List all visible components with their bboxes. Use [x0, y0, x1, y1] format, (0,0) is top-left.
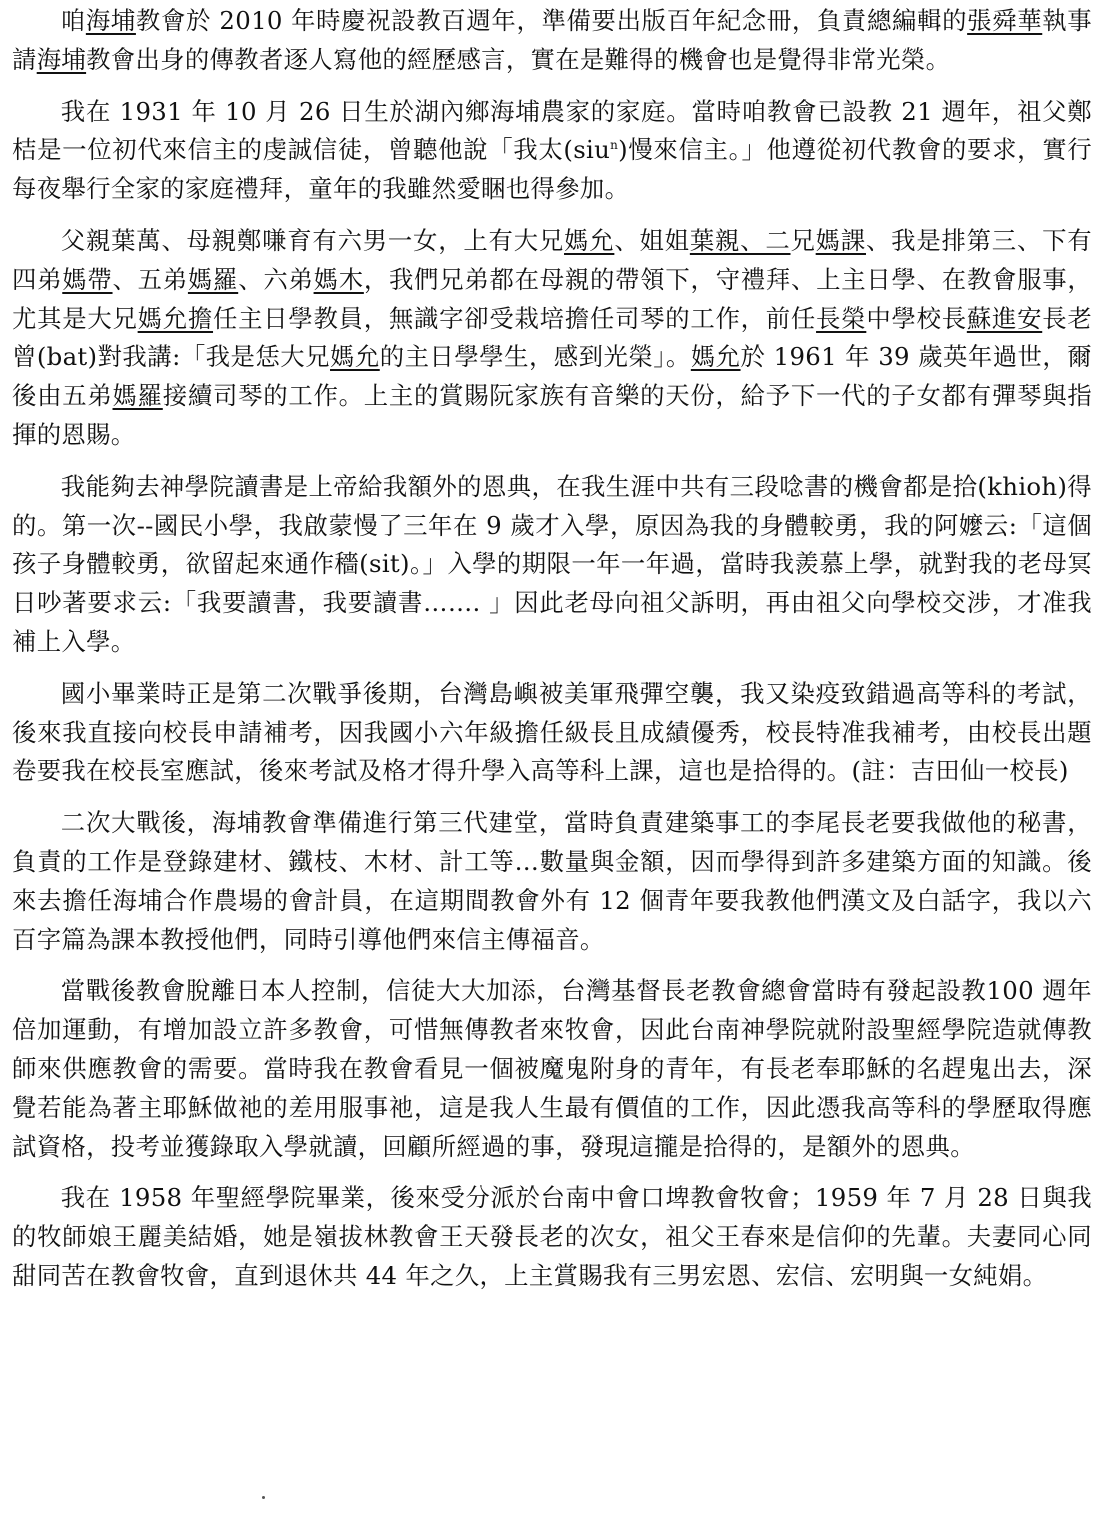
scan-speck — [262, 1496, 265, 1499]
paragraph-4 — [12, 468, 1092, 662]
paragraph-3 — [12, 222, 1092, 455]
underlined-name: 葉親、二 — [689, 225, 791, 255]
paragraph-7 — [12, 972, 1092, 1166]
underlined-name: 媽羅 — [112, 381, 163, 411]
text-run: 國小畢業時正是第二次戰爭後期，台灣島嶼被美軍飛彈空襲，我又染疫致錯過高等科的考試，後來我直接向校長申請補考，因我國小六年級擔任級長且成績優秀，校長特准我補考，由校長出題卷要我在校長室應試，後來考試及格才得升學入高等科上課，這也是拾得的。(註：吉田仙一校長) — [12, 678, 1092, 786]
underlined-name: 蘇進安 — [966, 303, 1043, 333]
underlined-name: 長榮 — [816, 303, 867, 333]
paragraph-6 — [12, 804, 1092, 959]
text-run: 、五弟 — [112, 264, 188, 294]
underlined-name: 媽允 — [690, 342, 741, 372]
underlined-name: 張舜華 — [967, 6, 1043, 35]
text-run: 二次大戰後，海埔教會準備進行第三代建堂，當時負責建築事工的李尾長老要我做他的秘書，負責的工作是登錄建材、鐵枝、木材、計工等…數量與金額，因而學得到許多建築方面的知識。後來去擔任海埔合作農場的會計員，在這期間教會外有 12 個青年要我教他們漢文及白話字，我以六百字篇為課本教授他們，同時引導他們來信主傳福音。 — [12, 808, 1092, 954]
text-run: 、我是排第三、下有四弟 — [12, 225, 1092, 294]
text-run: 於 1961 年 39 歲英年過世，爾後由五弟 — [12, 342, 1092, 411]
text-run: 長老曾(bat)對我講:「我是恁大兄 — [12, 303, 1093, 372]
text-run: 咱 — [60, 6, 86, 35]
paragraph-8 — [12, 1179, 1092, 1295]
paragraph-2 — [12, 93, 1092, 209]
text-run: 、六弟 — [238, 264, 314, 294]
text-run: 中學校長 — [866, 303, 967, 333]
text-run: 父親葉萬、母親鄭嗛育有六男一女，上有大兄 — [60, 225, 565, 255]
paragraph-1 — [12, 2, 1092, 80]
underlined-name: 媽課 — [815, 225, 866, 255]
text-run: 當戰後教會脫離日本人控制，信徒大大加添，台灣基督長老教會總會當時有發起設教100 週年倍加運動，有增加設立許多教會，可惜無傳教者來牧會，因此台南神學院就附設聖經學院造就傳教師來供應教會的需要。當時我在教會看見一個被魔鬼附身的青年，有長老奉耶穌的名趕鬼出去，深覺若能為著主耶穌做祂的差用服事祂，這是我人生最有價值的工作，因此憑我高等科的學歷取得應試資格，投考並獲錄取入學就讀，回顧所經過的事，發現這攏是拾得的，是額外的恩典。 — [12, 976, 1092, 1161]
underlined-name: 媽允擔 — [137, 303, 214, 333]
underlined-name: 海埔 — [36, 44, 87, 74]
paragraph-5 — [12, 675, 1092, 791]
text-run: 的主日學學生，感到光榮」。 — [379, 342, 691, 372]
underlined-name: 媽允 — [330, 342, 380, 372]
text-run: 接續司琴的工作。上主的賞賜阮家族有音樂的天份，給予下一代的子女都有彈琴與指揮的恩賜。 — [12, 381, 1093, 449]
text-run: 我在 1958 年聖經學院畢業，後來受分派於台南中會口埤教會牧會；1959 年 7 月 28 日與我的牧師娘王麗美結婚，她是嶺拔林教會王天發長老的次女，祖父王春來是信仰的先輩。夫妻同心同甜同苦在教會牧會，直到退休共 44 年之久，上主賞賜我有三男宏恩、宏信、宏明與一女純娟。 — [12, 1183, 1092, 1290]
text-run: 我在 1931 年 10 月 26 日生於湖內鄉海埔農家的家庭。當時咱教會已設教 21 週年，祖父鄭桔是一位初代來信主的虔誠信徒，曾聽他說「我太(siu — [12, 96, 1092, 165]
underlined-name: 媽羅 — [187, 264, 239, 294]
document-body — [12, 2, 1092, 1296]
text-run: 教會於 2010 年時慶祝設教百週年，準備要出版百年紀念冊，負責總編輯的 — [135, 6, 968, 35]
underlined-name: 海埔 — [85, 6, 136, 35]
text-run: 兄 — [790, 225, 816, 255]
text-run: 、姐姐 — [614, 225, 690, 255]
text-run: 執事請 — [12, 6, 1092, 74]
text-run: 我能夠去神學院讀書是上帝給我額外的恩典，在我生涯中共有三段唸書的機會都是拾(khioh)得的。第一次--國民小學，我啟蒙慢了三年在 9 歲才入學，原因為我的身體較勇，我的阿嬤云:「這個孩子身體較勇，欲留起來通作穡(sit)。」入學的期限一年一年過，當時我羨慕上學，就對我的老母冥日吵著要求云:「我要讀書，我要讀書……. 」因此老母向祖父訴明，再由祖父向學校交涉，才准我補上入學。 — [12, 471, 1092, 656]
text-run: 任主日學教員，無識字卻受栽培擔任司琴的工作，前任 — [213, 303, 817, 333]
superscript-text: n — [610, 138, 619, 153]
text-run: )慢來信主。」他遵從初代教會的要求，實行每夜舉行全家的家庭禮拜，童年的我雖然愛睏也得參加。 — [12, 135, 1092, 204]
text-run: ，我們兄弟都在母親的帶領下，守禮拜、上主日學、在教會服事，尤其是大兄 — [12, 264, 1093, 333]
underlined-name: 媽帶 — [62, 264, 113, 294]
underlined-name: 媽允 — [564, 225, 615, 255]
underlined-name: 媽木 — [313, 264, 364, 294]
text-run: 教會出身的傳教者逐人寫他的經歷感言，實在是難得的機會也是覺得非常光榮。 — [86, 44, 951, 74]
